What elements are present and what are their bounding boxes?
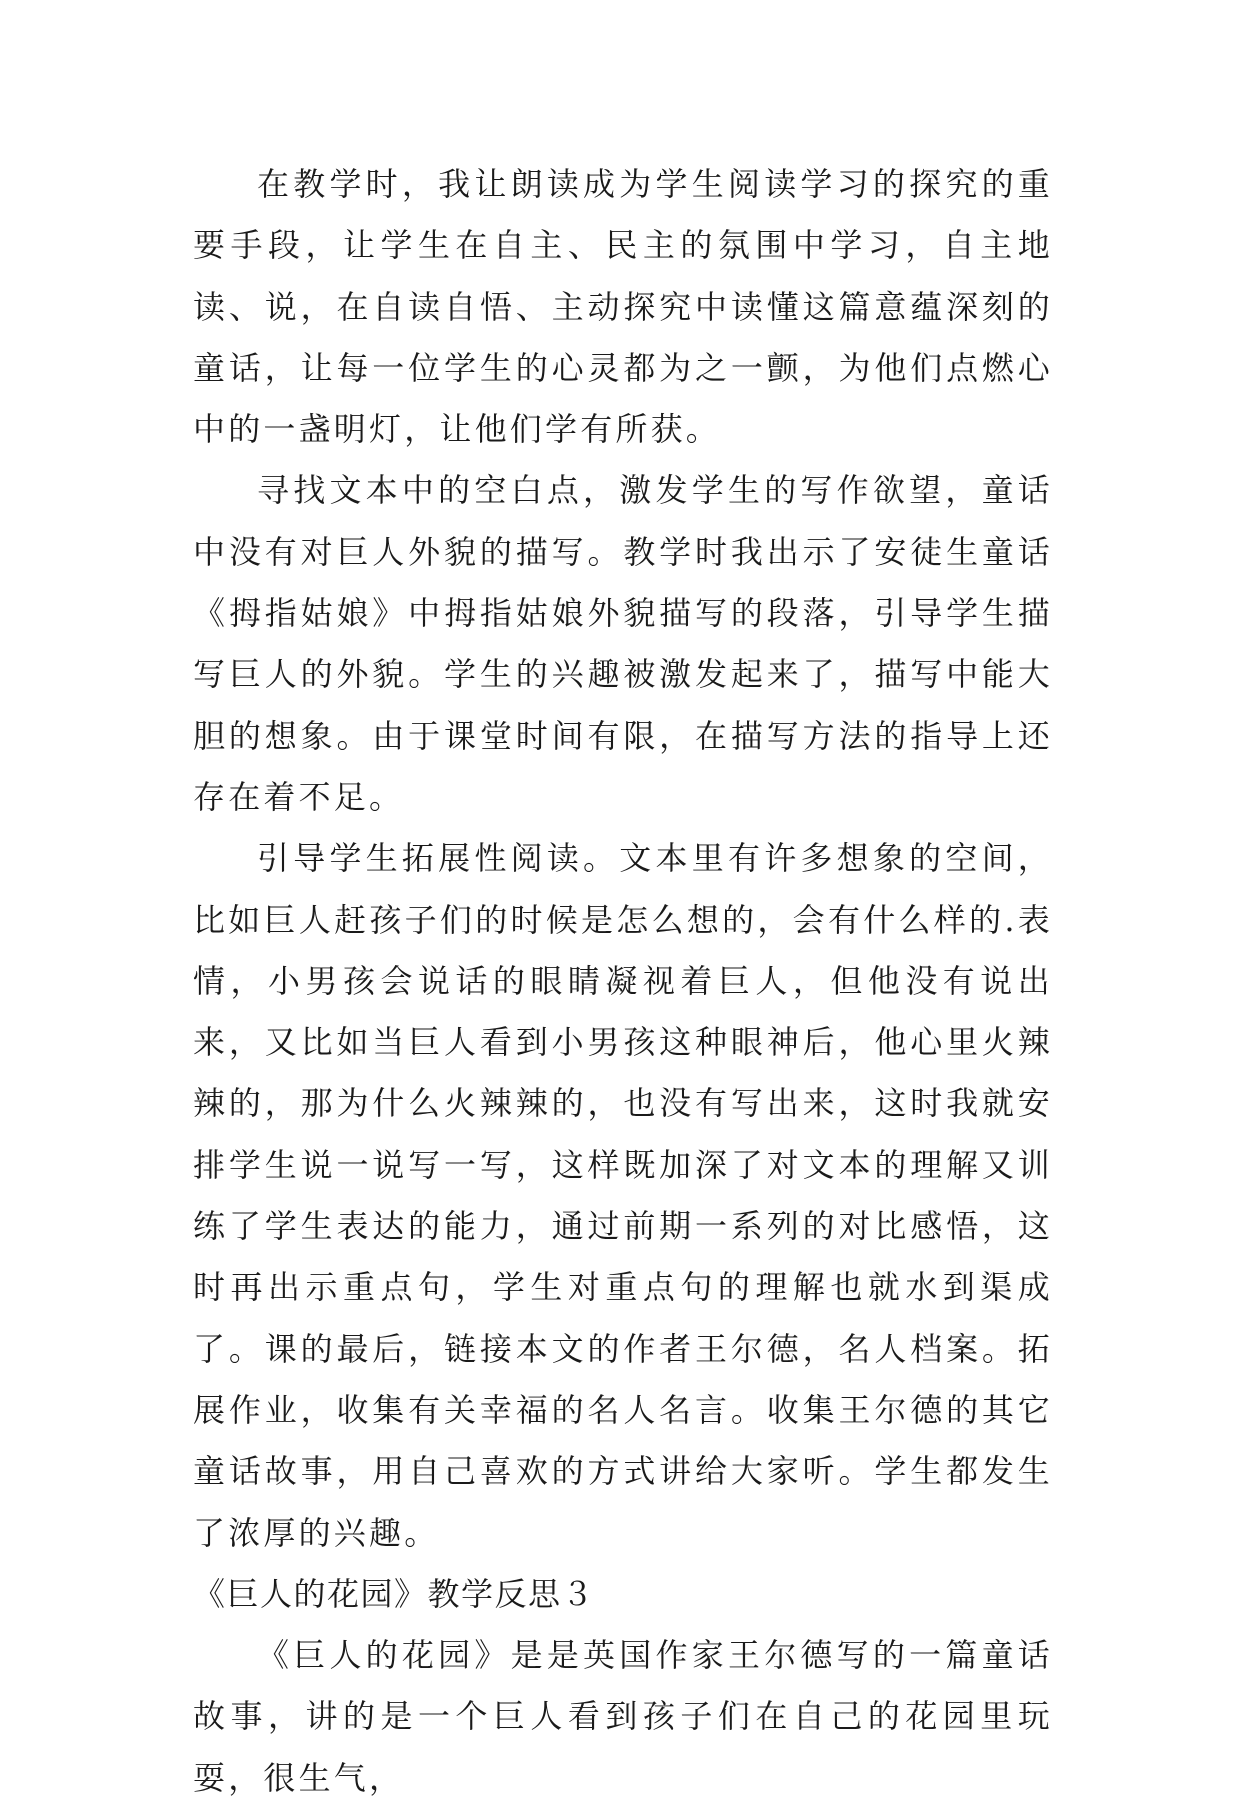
paragraph-extended-reading: 引导学生拓展性阅读。文本里有许多想象的空间，比如巨人赶孩子们的时候是怎么想的，会有什么样的.表情，小男孩会说话的眼睛凝视着巨人，但他没有说出来，又比如当巨人看到小男孩这种眼神后，他心里火辣辣的，那为什么火辣辣的，也没有写出来，这时我就安排学生说一说写一写，这样既加深了对文本的理解又训练了学生表达的能力，通过前期一系列的对比感悟，这时再出示重点句，学生对重点句的理解也就水到渠成了。课的最后，链接本文的作者王尔德，名人档案。拓展作业，收集有关幸福的名人名言。收集王尔德的其它童话故事，用自己喜欢的方式讲给大家听。学生都发生了浓厚的兴趣。 (193, 839, 1053, 1552)
paragraph-reading-method: 在教学时，我让朗读成为学生阅读学习的探究的重要手段，让学生在自主、民主的氛围中学习，自主地读、说，在自读自悟、主动探究中读懂这篇意蕴深刻的童话，让每一位学生的心灵都为之一颤，为他们点燃心中的一盏明灯，让他们学有所获。 (193, 165, 1053, 449)
document-body (193, 154, 1053, 1809)
section-heading: 《巨人的花园》教学反思３ (193, 1574, 596, 1613)
paragraph-writing-practice: 寻找文本中的空白点，激发学生的写作欲望，童话中没有对巨人外貌的描写。教学时我出示了安徒生童话《拇指姑娘》中拇指姑娘外貌描写的段落，引导学生描写巨人的外貌。学生的兴趣被激发起来了，描写中能大胆的想象。由于课堂时间有限，在描写方法的指导上还存在着不足。 (193, 471, 1053, 816)
paragraph-story-intro: 《巨人的花园》是是英国作家王尔德写的一篇童话故事，讲的是一个巨人看到孩子们在自己的花园里玩耍，很生气， (193, 1636, 1053, 1797)
